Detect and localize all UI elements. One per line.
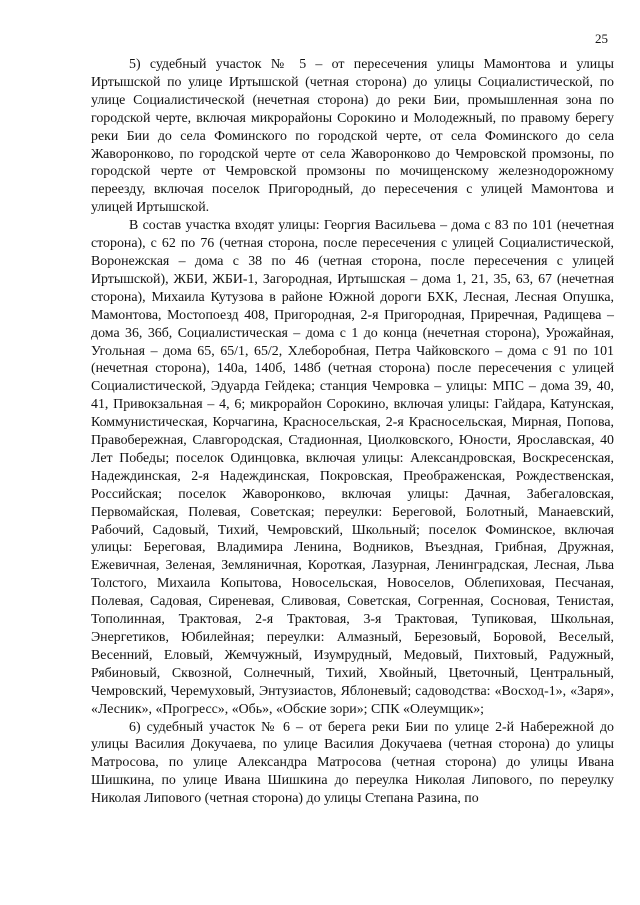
document-body: [91, 56, 614, 808]
paragraph-district-5-streets: В состав участка входят улицы: Георгия Васильева – дома с 83 по 101 (нечетная сторона), с 62 по 76 (четная сторона, после пересечения с улицей Социалистической, Воронежская – дома с 38 по 46 (четная сторона, после пересечения с улицей Иртышской), ЖБИ, ЖБИ-1, Загородная, Иртышская – дома 1, 21, 35, 63, 67 (нечетная сторона), Михаила Кутузова в районе Южной дороги БХК, Лесная, Лесная Опушка, Мамонтова, Мостопоезд 408, Пригородная, 2-я Пригородная, Приречная, Радищева – дома 36, 36б, Социалистическая – дома с 1 до конца (нечетная сторона), Урожайная, Угольная – дома 65, 65/1, 65/2, Хлеборобная, Петра Чайковского – дома с 91 по 101 (нечетная сторона), 140а, 140б, 148б (четная сторона) после пересечения с улицей Социалистической, Эдуарда Гейдека; станция Чемровка – улицы: МПС – дома 39, 40, 41, Привокзальная – 4, 6; микрорайон Сорокино, включая улицы: Гайдара, Катунская, Коммунистическая, Корчагина, Красносельская, 2-я Красносельская, Мирная, Попова, Правобережная, Славгородская, Стадионная, Циолковского, Юности, Ярославская, 40 Лет Победы; поселок Одинцовка, включая улицы: Александровская, Воскресенская, Надеждинская, 2-я Надеждинская, Покровская, Преображенская, Рождественская, Российская; поселок Жаворонково, включая улицы: Дачная, Забегаловская, Первомайская, Полевая, Советская; переулки: Береговой, Болотный, Манаевский, Рабочий, Садовый, Тихий, Чемровский, Школьный; поселок Фоминское, включая улицы: Береговая, Владимира Ленина, Водников, Въездная, Грибная, Дружная, Ежевичная, Зеленая, Земляничная, Короткая, Лазурная, Ленинградская, Лесная, Льва Толстого, Михаила Копытова, Новосельская, Новоселов, Облепиховая, Песчаная, Полевая, Садовая, Сиреневая, Сливовая, Советская, Согренная, Сосновая, Тенистая, Тополинная, Трактовая, 2-я Трактовая, 3-я Трактовая, Тупиковая, Школьная, Энергетиков, Юбилейная; переулки: Алмазный, Березовый, Боровой, Веселый, Весенний, Еловый, Жемчужный, Изумрудный, Медовый, Пихтовый, Радужный, Рябиновый, Сквозной, Солнечный, Тихий, Хвойный, Цветочный, Центральный, Чемровский, Черемуховый, Энтузиастов, Яблоневый; садоводства: «Восход-1», «Заря», «Лесник», «Прогресс», «Обь», «Обские зори»; СПК «Олеумщик»;: [91, 218, 614, 717]
paragraph-court-district-6: 6) судебный участок № 6 – от берега реки Бии по улице 2-й Набережной до улицы Василия Докучаева, по улице Василия Докучаева (четная сторона) до улицы Матросова, по улице Александра Матросова (четная сторона) до улицы Ивана Шишкина, по улице Ивана Шишкина до переулка Николая Липового, по переулку Николая Липового (четная сторона) до улицы Степана Разина, по: [91, 719, 614, 807]
paragraph-court-district-5: 5) судебный участок № 5 – от пересечения улицы Мамонтова и улицы Иртышской по улице Иртышской (четная сторона) до улицы Социалистической, по улице Социалистической (нечетная сторона) до реки Бии, промышленная зона по городской черте, включая микрорайоны Сорокино и Молодежный, по правому берегу реки Бии до села Фоминского по городской черте, от села Фоминского до села Жаворонково, по городской черте от села Жаворонково до Чемровской промзоны, по городской черте от Чемровской промзоны по мочищенскому железнодорожному переезду, включая поселок Пригородный, до пересечения с улицей Мамонтова и улицей Иртышской.: [91, 57, 614, 216]
page-number: 25: [595, 31, 608, 46]
